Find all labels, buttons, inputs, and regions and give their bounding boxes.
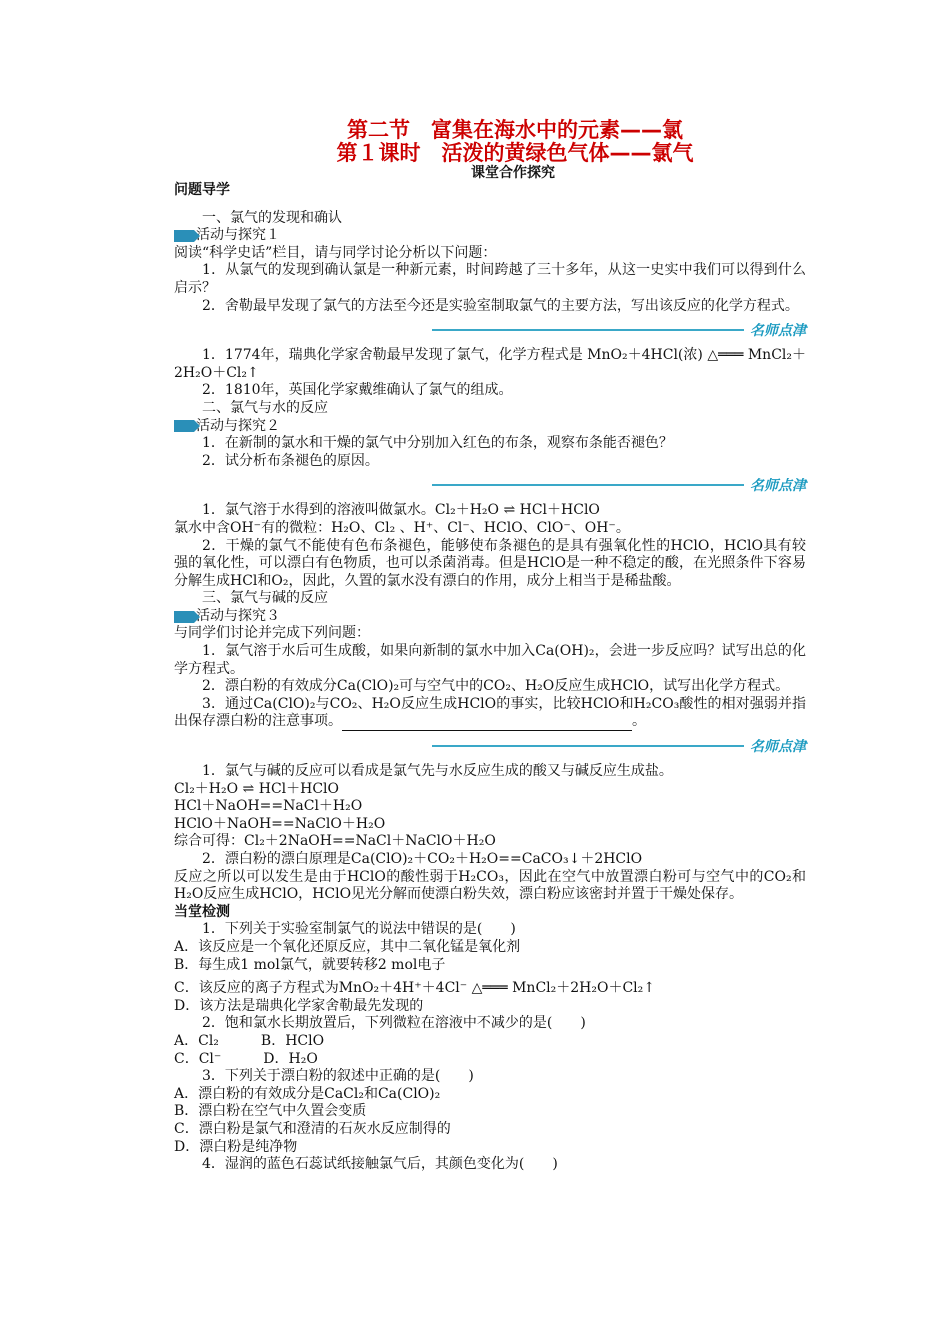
document-page bbox=[174, 118, 806, 1174]
test-q3-a: A．漂白粉的有效成分是CaCl₂和Ca(ClO)₂ bbox=[174, 1085, 441, 1102]
test-q1-c: C．该反应的离子方程式为MnO₂＋4H⁺＋4Cl⁻ △═══ MnCl₂＋2H₂O＋Cl₂↑ bbox=[174, 980, 655, 997]
test-q2-ab: A．Cl₂ B．HClO bbox=[174, 1032, 325, 1049]
activity-3 bbox=[174, 608, 806, 626]
lesson-title: 第１课时 活泼的黄绿色气体——氯气 bbox=[336, 141, 694, 165]
a3-answer1: 1．氯气与碱的反应可以看成是氯气先与水反应生成的酸又与碱反应生成盐。 bbox=[202, 763, 673, 780]
a3-answer2: 2．漂白粉的漂白原理是Ca(ClO)₂＋CO₂＋H₂O==CaCO₃↓＋2HClO bbox=[202, 851, 643, 867]
a3-answer3: 反应之所以可以发生是由于HClO的酸性弱于H₂CO₃，因此在空气中放置漂白粉可与空气中的CO₂和H₂O反应生成HClO，HClO见光分解而使漂白粉失效，漂白粉应该密封并置于干燥处保存。 bbox=[174, 868, 806, 903]
a1-answer1: 1．1774年，瑞典化学家舍勒最早发现了氯气，化学方程式是 MnO₂＋4HCl(浓) △═══ MnCl₂＋2H₂O＋Cl₂↑ bbox=[174, 347, 806, 381]
part2-title: 二、氯气与水的反应 bbox=[202, 399, 328, 416]
activity-label: 活动与探究１ bbox=[196, 227, 280, 244]
a1-answer2: 2．1810年，英国化学家戴维确认了氯气的组成。 bbox=[202, 382, 513, 399]
divider-line bbox=[432, 745, 744, 747]
divider-line bbox=[432, 329, 744, 331]
test-q1-b: B．每生成1 mol氯气，就要转移2 mol电子 bbox=[174, 956, 446, 973]
test-q1-d: D．该方法是瑞典化学家舍勒最先发现的 bbox=[174, 997, 424, 1014]
a2-q2: 2．试分析布条褪色的原因。 bbox=[202, 452, 379, 469]
answer-blank bbox=[342, 716, 632, 731]
heading-test: 当堂检测 bbox=[174, 903, 230, 920]
divider-line bbox=[432, 484, 744, 486]
section-title: 第二节 富集在海水中的元素——氯 bbox=[347, 118, 683, 142]
equation-3: HClO＋NaOH==NaClO＋H₂O bbox=[174, 815, 386, 832]
equation-2: HCl＋NaOH==NaCl＋H₂O bbox=[174, 798, 363, 815]
part1-title: 一、氯气的发现和确认 bbox=[202, 209, 342, 226]
a3-q3: 3．通过Ca(ClO)₂与CO₂、H₂O反应生成HClO的事实，比较HClO和H₂CO₃酸性的相对强弱并指出保存漂白粉的注意事项。 。 bbox=[174, 695, 806, 730]
test-q3-b: B．漂白粉在空气中久置会变质 bbox=[174, 1103, 367, 1120]
a2-answer1: 1．氯气溶于水得到的溶液叫做氯水。Cl₂＋H₂O ⇌ HCl＋HClO bbox=[202, 502, 600, 519]
subtitle: 课堂合作探究 bbox=[471, 165, 555, 181]
a3-q1: 1．氯气溶于水后可生成酸，如果向新制的氯水中加入Ca(OH)₂，会进一步反应吗？试写出总的化学方程式。 bbox=[174, 643, 806, 677]
activity-2 bbox=[174, 418, 806, 436]
a1-q1: 1．从氯气的发现到确认氯是一种新元素，时间跨越了三十多年，从这一史实中我们可以得到什么启示？ bbox=[174, 262, 806, 296]
a3-q2: 2．漂白粉的有效成分Ca(ClO)₂可与空气中的CO₂、H₂O反应生成HClO，试写出化学方程式。 bbox=[202, 678, 790, 695]
test-q2-cd: C．Cl⁻ D．H₂O bbox=[174, 1050, 318, 1067]
test-q3: 3．下列关于漂白粉的叙述中正确的是( ) bbox=[202, 1068, 474, 1085]
heading-guide: 问题导学 bbox=[174, 182, 230, 198]
a1-intro: 阅读“科学史话”栏目，请与同学讨论分析以下问题： bbox=[174, 244, 497, 261]
arrow-icon bbox=[174, 420, 194, 432]
equation-1: Cl₂＋H₂O ⇌ HCl＋HClO bbox=[174, 780, 340, 797]
test-q3-c: C．漂白粉是氯气和澄清的石灰水反应制得的 bbox=[174, 1120, 451, 1137]
tip-divider bbox=[174, 319, 806, 341]
a1-q2: 2．舍勒最早发现了氯气的方法至今还是实验室制取氯气的主要方法，写出该反应的化学方程式。 bbox=[202, 297, 799, 314]
arrow-icon bbox=[174, 230, 194, 242]
tip-label: 名师点津 bbox=[750, 323, 806, 340]
test-q1: 1．下列关于实验室制氯气的说法中错误的是( ) bbox=[202, 921, 516, 938]
test-q4: 4．湿润的蓝色石蕊试纸接触氯气后，其颜色变化为( ) bbox=[202, 1156, 558, 1173]
a2-q1: 1．在新制的氯水和干燥的氯气中分别加入红色的布条，观察布条能否褪色？ bbox=[202, 435, 673, 452]
test-q3-d: D．漂白粉是纯净物 bbox=[174, 1138, 298, 1155]
activity-label: 活动与探究２ bbox=[196, 417, 280, 434]
tip-divider bbox=[174, 735, 806, 757]
test-q1-a: A．该反应是一个氧化还原反应，其中二氧化锰是氧化剂 bbox=[174, 938, 521, 955]
a3-intro: 与同学们讨论并完成下列问题： bbox=[174, 625, 370, 642]
tip-label: 名师点津 bbox=[750, 478, 806, 495]
activity-label: 活动与探究３ bbox=[196, 607, 280, 624]
a2-answer1b: 氯水中含OH⁻有的微粒：H₂O、Cl₂ 、H⁺、Cl⁻、HClO、ClO⁻、OH⁻。 bbox=[174, 519, 630, 536]
tip-divider bbox=[174, 474, 806, 496]
test-q2: 2．饱和氯水长期放置后，下列微粒在溶液中不减少的是( ) bbox=[202, 1015, 586, 1032]
arrow-icon bbox=[174, 611, 194, 623]
part3-title: 三、氯气与碱的反应 bbox=[202, 590, 328, 607]
tip-label: 名师点津 bbox=[750, 739, 806, 756]
equation-4: 综合可得：Cl₂＋2NaOH==NaCl＋NaClO＋H₂O bbox=[174, 833, 496, 850]
a2-answer2: 2．干燥的氯气不能使有色布条褪色，能够使布条褪色的是具有强氧化性的HClO，HClO具有较强的氧化性，可以漂白有色物质，也可以杀菌消毒。但是HClO是一种不稳定的酸，在光照条件下容易分解生成HCl和O₂，因此，久置的氯水没有漂白的作用，成分上相当于是稀盐酸。 bbox=[174, 537, 806, 589]
activity-1 bbox=[174, 227, 806, 245]
